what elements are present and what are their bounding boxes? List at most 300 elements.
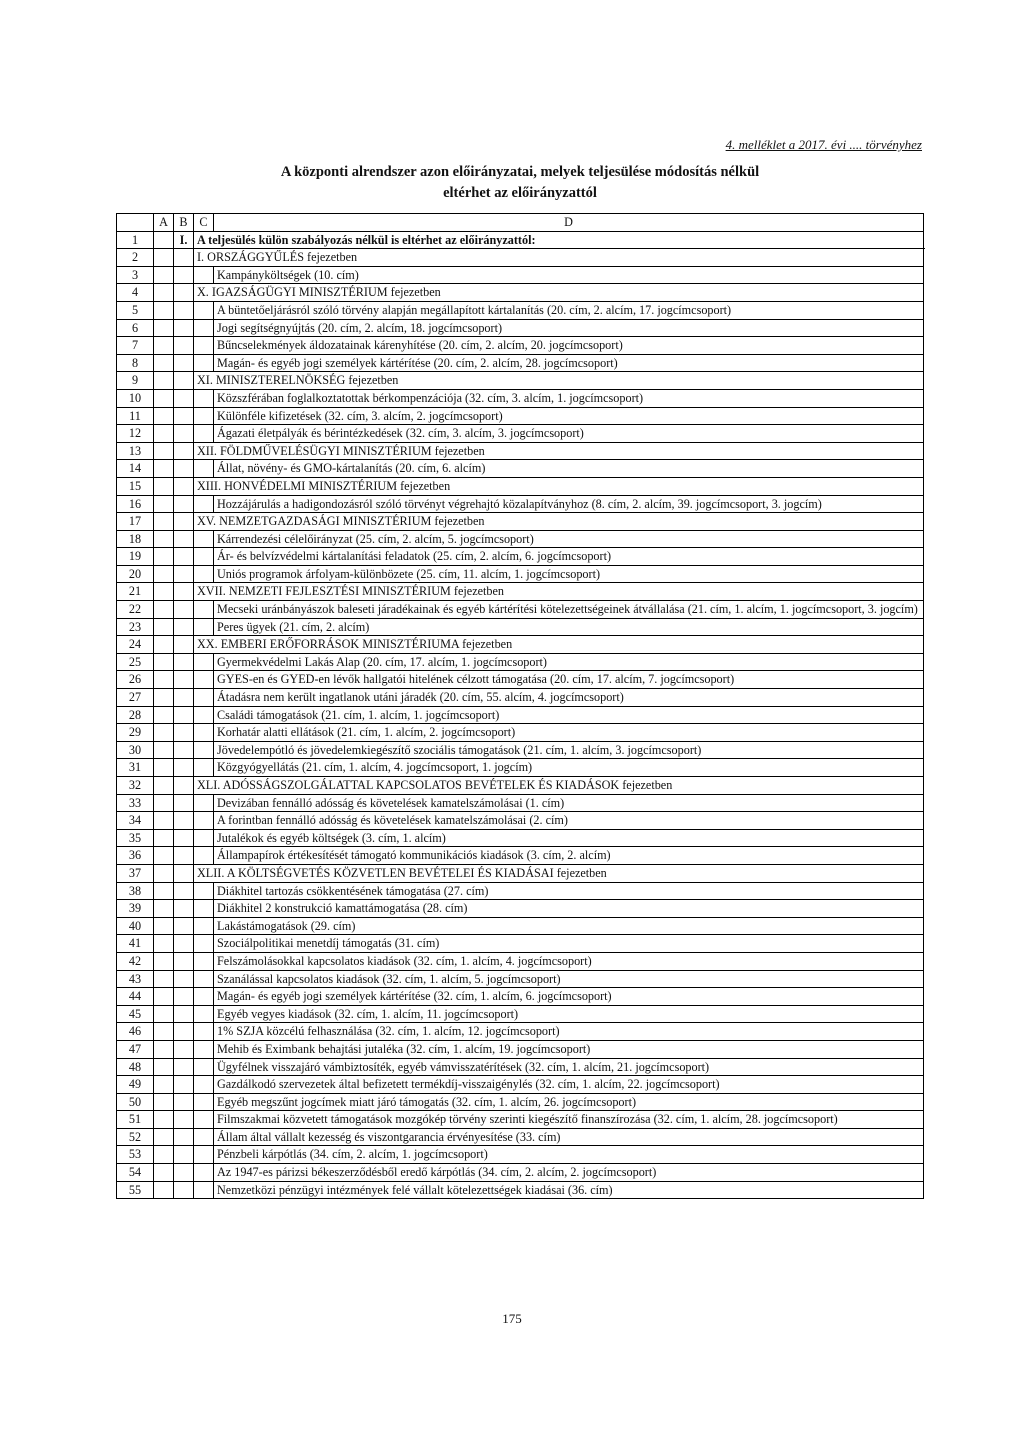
empty-cell (154, 319, 174, 337)
empty-cell (194, 935, 214, 953)
row-text: Lakástámogatások (29. cím) (214, 917, 924, 935)
empty-cell (194, 952, 214, 970)
row-number: 55 (117, 1181, 154, 1199)
table-row (117, 372, 924, 390)
table-row (117, 759, 924, 777)
table-row (117, 231, 924, 249)
empty-cell (154, 671, 174, 689)
empty-cell (174, 777, 194, 795)
table-row (117, 1058, 924, 1076)
table-row (117, 319, 924, 337)
table-row (117, 917, 924, 935)
row-number: 48 (117, 1058, 154, 1076)
empty-cell (154, 741, 174, 759)
row-number: 1 (117, 231, 154, 249)
table-row (117, 425, 924, 443)
row-number: 50 (117, 1093, 154, 1111)
row-number: 26 (117, 671, 154, 689)
empty-cell (194, 741, 214, 759)
empty-cell (154, 583, 174, 601)
empty-cell (174, 389, 194, 407)
row-text: XX. EMBERI ERŐFORRÁSOK MINISZTÉRIUMA fejezetben (194, 636, 924, 654)
table-row (117, 618, 924, 636)
column-header-row (117, 214, 924, 232)
empty-cell (194, 618, 214, 636)
row-number: 4 (117, 284, 154, 302)
row-number: 52 (117, 1128, 154, 1146)
row-text: Mecseki uránbányászok baleseti járadékainak és egyéb kártérítési kötelezettségeinek átvállalása (21. cím, 1. alcím, 1. jogcímcsoport, 3. jogcím) (214, 601, 924, 619)
row-number: 35 (117, 829, 154, 847)
row-text: Magán- és egyéb jogi személyek kártérítése (32. cím, 1. alcím, 6. jogcímcsoport) (214, 988, 924, 1006)
empty-cell (174, 530, 194, 548)
empty-cell (194, 1111, 214, 1129)
table-row (117, 741, 924, 759)
section-marker: I. (174, 231, 194, 249)
row-number: 39 (117, 900, 154, 918)
row-text: XII. FÖLDMŰVELÉSÜGYI MINISZTÉRIUM fejezetben (194, 442, 924, 460)
row-number: 37 (117, 864, 154, 882)
table-row (117, 1181, 924, 1199)
empty-cell (194, 319, 214, 337)
empty-cell (174, 917, 194, 935)
empty-cell (174, 618, 194, 636)
empty-cell (154, 477, 174, 495)
empty-cell (174, 565, 194, 583)
row-text: Közgyógyellátás (21. cím, 1. alcím, 4. jogcímcsoport, 1. jogcím) (214, 759, 924, 777)
empty-cell (174, 354, 194, 372)
empty-cell (174, 1164, 194, 1182)
title-line-2: eltérhet az előirányzattól (443, 185, 597, 201)
empty-cell (154, 689, 174, 707)
empty-cell (154, 794, 174, 812)
row-text: Állat, növény- és GMO-kártalanítás (20. cím, 6. alcím) (214, 460, 924, 478)
row-text: Gyermekvédelmi Lakás Alap (20. cím, 17. alcím, 1. jogcímcsoport) (214, 653, 924, 671)
empty-cell (174, 829, 194, 847)
empty-cell (194, 847, 214, 865)
empty-cell (194, 1058, 214, 1076)
row-number: 47 (117, 1040, 154, 1058)
row-text: Bűncselekmények áldozatainak kárenyhítése (20. cím, 2. alcím, 20. jogcímcsoport) (214, 337, 924, 355)
empty-cell (174, 812, 194, 830)
empty-cell (154, 1076, 174, 1094)
empty-cell (154, 249, 174, 267)
empty-cell (174, 477, 194, 495)
row-number: 24 (117, 636, 154, 654)
empty-cell (154, 442, 174, 460)
row-number: 33 (117, 794, 154, 812)
empty-cell (154, 266, 174, 284)
row-number: 14 (117, 460, 154, 478)
empty-cell (194, 530, 214, 548)
empty-cell (194, 724, 214, 742)
row-number: 13 (117, 442, 154, 460)
empty-cell (194, 759, 214, 777)
empty-cell (174, 724, 194, 742)
row-number: 15 (117, 477, 154, 495)
empty-cell (154, 513, 174, 531)
empty-cell (174, 759, 194, 777)
table-row (117, 601, 924, 619)
empty-cell (154, 548, 174, 566)
empty-cell (174, 284, 194, 302)
empty-cell (154, 601, 174, 619)
row-text: XI. MINISZTERELNÖKSÉG fejezetben (194, 372, 924, 390)
empty-cell (154, 864, 174, 882)
table-row (117, 1040, 924, 1058)
row-text: A büntetőeljárásról szóló törvény alapján megállapított kártalanítás (20. cím, 2. alcím, 17. jogcímcsoport) (214, 301, 924, 319)
empty-cell (154, 1181, 174, 1199)
row-text: Mehib és Eximbank behajtási jutaléka (32. cím, 1. alcím, 19. jogcímcsoport) (214, 1040, 924, 1058)
table-row (117, 266, 924, 284)
empty-cell (194, 882, 214, 900)
empty-cell (194, 354, 214, 372)
empty-cell (174, 636, 194, 654)
table-row (117, 1128, 924, 1146)
table-body (117, 214, 924, 1199)
table-row (117, 812, 924, 830)
column-header-b: B (174, 214, 194, 232)
empty-cell (174, 1146, 194, 1164)
empty-cell (194, 460, 214, 478)
empty-cell (174, 1040, 194, 1058)
empty-cell (154, 724, 174, 742)
empty-cell (194, 337, 214, 355)
row-text: GYES-en és GYED-en lévők hallgatói hitelének célzott támogatása (20. cím, 17. alcím, 7. jogcímcsoport) (214, 671, 924, 689)
empty-cell (194, 565, 214, 583)
table-row (117, 970, 924, 988)
row-number: 9 (117, 372, 154, 390)
empty-cell (174, 741, 194, 759)
empty-cell (154, 706, 174, 724)
empty-cell (154, 1146, 174, 1164)
table-row (117, 935, 924, 953)
empty-cell (174, 794, 194, 812)
row-number: 41 (117, 935, 154, 953)
table-row (117, 460, 924, 478)
table-row (117, 952, 924, 970)
row-text: Uniós programok árfolyam-különbözete (25. cím, 11. alcím, 1. jogcímcsoport) (214, 565, 924, 583)
empty-cell (154, 952, 174, 970)
table-row (117, 689, 924, 707)
empty-cell (154, 1164, 174, 1182)
empty-cell (154, 1058, 174, 1076)
row-number: 51 (117, 1111, 154, 1129)
empty-cell (174, 249, 194, 267)
row-text: Családi támogatások (21. cím, 1. alcím, 1. jogcímcsoport) (214, 706, 924, 724)
table-row (117, 513, 924, 531)
empty-cell (174, 689, 194, 707)
empty-cell (154, 917, 174, 935)
empty-cell (154, 970, 174, 988)
empty-cell (174, 671, 194, 689)
annex-reference: 4. melléklet a 2017. évi .... törvényhez (725, 137, 922, 152)
row-text: Pénzbeli kárpótlás (34. cím, 2. alcím, 1. jogcímcsoport) (214, 1146, 924, 1164)
empty-cell (154, 231, 174, 249)
empty-cell (194, 970, 214, 988)
row-number: 34 (117, 812, 154, 830)
table-row (117, 495, 924, 513)
table-row (117, 706, 924, 724)
row-number: 38 (117, 882, 154, 900)
row-number: 46 (117, 1023, 154, 1041)
empty-cell (174, 1181, 194, 1199)
row-text: Jutalékok és egyéb költségek (3. cím, 1. alcím) (214, 829, 924, 847)
header-empty-cell (117, 214, 154, 232)
empty-cell (194, 1181, 214, 1199)
empty-cell (194, 1146, 214, 1164)
table-row (117, 724, 924, 742)
row-number: 42 (117, 952, 154, 970)
table-row (117, 636, 924, 654)
row-text: Jogi segítségnyújtás (20. cím, 2. alcím, 18. jogcímcsoport) (214, 319, 924, 337)
row-text: Kárrendezési célelőirányzat (25. cím, 2. alcím, 5. jogcímcsoport) (214, 530, 924, 548)
row-text: Nemzetközi pénzügyi intézmények felé vállalt kötelezettségek kiadásai (36. cím) (214, 1181, 924, 1199)
empty-cell (174, 970, 194, 988)
empty-cell (154, 495, 174, 513)
row-text: Hozzájárulás a hadigondozásról szóló törvényt végrehajtó közalapítványhoz (8. cím, 2. alcím, 39. jogcímcsoport, 3. jogcím) (214, 495, 924, 513)
row-text: Korhatár alatti ellátások (21. cím, 1. alcím, 2. jogcímcsoport) (214, 724, 924, 742)
empty-cell (194, 671, 214, 689)
row-text: Különféle kifizetések (32. cím, 3. alcím, 2. jogcímcsoport) (214, 407, 924, 425)
empty-cell (154, 389, 174, 407)
empty-cell (154, 354, 174, 372)
empty-cell (154, 812, 174, 830)
empty-cell (154, 636, 174, 654)
row-text: A forintban fennálló adósság és követelések kamatelszámolásai (2. cím) (214, 812, 924, 830)
empty-cell (174, 1023, 194, 1041)
empty-cell (174, 935, 194, 953)
row-text: X. IGAZSÁGÜGYI MINISZTÉRIUM fejezetben (194, 284, 924, 302)
title-line-1: A központi alrendszer azon előirányzatai, melyek teljesülése módosítás nélkül (280, 164, 760, 180)
empty-cell (154, 882, 174, 900)
row-text: Állampapírok értékesítését támogató kommunikációs kiadások (3. cím, 2. alcím) (214, 847, 924, 865)
empty-cell (154, 301, 174, 319)
row-text: Magán- és egyéb jogi személyek kártérítése (20. cím, 2. alcím, 28. jogcímcsoport) (214, 354, 924, 372)
empty-cell (194, 900, 214, 918)
empty-cell (174, 442, 194, 460)
row-number: 7 (117, 337, 154, 355)
column-header-c: C (194, 214, 214, 232)
empty-cell (194, 425, 214, 443)
empty-cell (154, 1023, 174, 1041)
empty-cell (174, 460, 194, 478)
table-row (117, 1111, 924, 1129)
row-text: A teljesülés külön szabályozás nélkül is eltérhet az előirányzattól: (194, 231, 924, 249)
row-number: 40 (117, 917, 154, 935)
empty-cell (154, 759, 174, 777)
table-row (117, 1076, 924, 1094)
row-number: 44 (117, 988, 154, 1006)
empty-cell (194, 829, 214, 847)
row-number: 29 (117, 724, 154, 742)
row-number: 31 (117, 759, 154, 777)
empty-cell (174, 900, 194, 918)
table-row (117, 671, 924, 689)
empty-cell (174, 407, 194, 425)
empty-cell (154, 565, 174, 583)
empty-cell (154, 372, 174, 390)
empty-cell (174, 495, 194, 513)
table-row (117, 794, 924, 812)
row-text: Felszámolásokkal kapcsolatos kiadások (32. cím, 1. alcím, 4. jogcímcsoport) (214, 952, 924, 970)
row-text: Kampányköltségek (10. cím) (214, 266, 924, 284)
empty-cell (194, 988, 214, 1006)
empty-cell (174, 1111, 194, 1129)
row-text: XVII. NEMZETI FEJLESZTÉSI MINISZTÉRIUM fejezetben (194, 583, 924, 601)
row-text: Közszférában foglalkoztatottak bérkompenzációja (32. cím, 3. alcím, 1. jogcímcsoport) (214, 389, 924, 407)
row-text: Szociálpolitikai menetdíj támogatás (31. cím) (214, 935, 924, 953)
row-text: Jövedelempótló és jövedelemkiegészítő szociális támogatások (21. cím, 1. alcím, 3. jogcímcsoport) (214, 741, 924, 759)
empty-cell (154, 1128, 174, 1146)
empty-cell (154, 1111, 174, 1129)
table-row (117, 354, 924, 372)
empty-cell (194, 601, 214, 619)
row-text: 1% SZJA közcélú felhasználása (32. cím, 1. alcím, 12. jogcímcsoport) (214, 1023, 924, 1041)
empty-cell (174, 319, 194, 337)
row-number: 49 (117, 1076, 154, 1094)
empty-cell (154, 847, 174, 865)
empty-cell (194, 706, 214, 724)
empty-cell (154, 284, 174, 302)
row-number: 28 (117, 706, 154, 724)
row-text: Ár- és belvízvédelmi kártalanítási feladatok (25. cím, 2. alcím, 6. jogcímcsoport) (214, 548, 924, 566)
table-row (117, 988, 924, 1006)
empty-cell (154, 618, 174, 636)
row-number: 19 (117, 548, 154, 566)
row-text: Egyéb megszűnt jogcímek miatt járó támogatás (32. cím, 1. alcím, 26. jogcímcsoport) (214, 1093, 924, 1111)
row-text: Ágazati életpályák és bérintézkedések (32. cím, 3. alcím, 3. jogcímcsoport) (214, 425, 924, 443)
column-header-d: D (214, 214, 924, 232)
document-title (116, 162, 924, 204)
table-row (117, 1023, 924, 1041)
row-text: Filmszakmai közvetett támogatások mozgókép törvény szerinti kiegészítő finanszírozása (32. cím, 1. alcím, 28. jogcímcsoport) (214, 1111, 924, 1129)
row-number: 27 (117, 689, 154, 707)
table-row (117, 1005, 924, 1023)
empty-cell (194, 1164, 214, 1182)
empty-cell (194, 301, 214, 319)
empty-cell (194, 1128, 214, 1146)
row-number: 11 (117, 407, 154, 425)
empty-cell (194, 689, 214, 707)
table-row (117, 882, 924, 900)
empty-cell (194, 917, 214, 935)
row-text: Diákhitel 2 konstrukció kamattámogatása (28. cím) (214, 900, 924, 918)
table-row (117, 407, 924, 425)
table-row (117, 301, 924, 319)
row-number: 16 (117, 495, 154, 513)
empty-cell (174, 548, 194, 566)
row-number: 32 (117, 777, 154, 795)
row-number: 54 (117, 1164, 154, 1182)
row-text: Átadásra nem került ingatlanok utáni járadék (20. cím, 55. alcím, 4. jogcímcsoport) (214, 689, 924, 707)
row-text: Szanálással kapcsolatos kiadások (32. cím, 1. alcím, 5. jogcímcsoport) (214, 970, 924, 988)
empty-cell (174, 301, 194, 319)
empty-cell (154, 777, 174, 795)
table-row (117, 653, 924, 671)
empty-cell (154, 460, 174, 478)
empty-cell (194, 1093, 214, 1111)
empty-cell (174, 372, 194, 390)
table-row (117, 829, 924, 847)
table-row (117, 1093, 924, 1111)
empty-cell (194, 1005, 214, 1023)
table-row (117, 477, 924, 495)
row-text: Az 1947-es párizsi békeszerződésből eredő kárpótlás (34. cím, 2. alcím, 2. jogcímcsoport) (214, 1164, 924, 1182)
row-number: 5 (117, 301, 154, 319)
row-text: XIII. HONVÉDELMI MINISZTÉRIUM fejezetben (194, 477, 924, 495)
table-row (117, 249, 924, 267)
empty-cell (174, 864, 194, 882)
table-row (117, 1164, 924, 1182)
row-number: 22 (117, 601, 154, 619)
row-number: 23 (117, 618, 154, 636)
row-text: I. ORSZÁGGYŰLÉS fejezetben (194, 249, 924, 267)
table-row (117, 565, 924, 583)
empty-cell (154, 653, 174, 671)
empty-cell (194, 1076, 214, 1094)
empty-cell (154, 935, 174, 953)
row-number: 2 (117, 249, 154, 267)
row-number: 8 (117, 354, 154, 372)
empty-cell (154, 829, 174, 847)
empty-cell (194, 548, 214, 566)
table-row (117, 284, 924, 302)
empty-cell (174, 513, 194, 531)
table-row (117, 900, 924, 918)
row-number: 10 (117, 389, 154, 407)
row-text: Gazdálkodó szervezetek által befizetett termékdíj-visszaigénylés (32. cím, 1. alcím, 22. jogcímcsoport) (214, 1076, 924, 1094)
row-text: Állam által vállalt kezesség és viszontgarancia érvényesítése (33. cím) (214, 1128, 924, 1146)
empty-cell (174, 425, 194, 443)
row-number: 25 (117, 653, 154, 671)
empty-cell (154, 900, 174, 918)
empty-cell (174, 1128, 194, 1146)
empty-cell (174, 1005, 194, 1023)
empty-cell (154, 425, 174, 443)
empty-cell (154, 1093, 174, 1111)
empty-cell (174, 601, 194, 619)
row-text: XLII. A KÖLTSÉGVETÉS KÖZVETLEN BEVÉTELEI ÉS KIADÁSAI fejezetben (194, 864, 924, 882)
empty-cell (174, 952, 194, 970)
column-header-a: A (154, 214, 174, 232)
empty-cell (194, 266, 214, 284)
row-text: Devizában fennálló adósság és követelések kamatelszámolásai (1. cím) (214, 794, 924, 812)
row-text: XV. NEMZETGAZDASÁGI MINISZTÉRIUM fejezetben (194, 513, 924, 531)
empty-cell (194, 812, 214, 830)
row-number: 21 (117, 583, 154, 601)
table-row (117, 530, 924, 548)
row-number: 43 (117, 970, 154, 988)
table-row (117, 337, 924, 355)
table-row (117, 864, 924, 882)
empty-cell (174, 337, 194, 355)
row-number: 17 (117, 513, 154, 531)
empty-cell (174, 1093, 194, 1111)
page-number: 175 (502, 1311, 522, 1326)
empty-cell (154, 407, 174, 425)
empty-cell (194, 1040, 214, 1058)
row-text: Peres ügyek (21. cím, 2. alcím) (214, 618, 924, 636)
empty-cell (194, 495, 214, 513)
empty-cell (174, 1058, 194, 1076)
empty-cell (154, 1040, 174, 1058)
empty-cell (194, 794, 214, 812)
row-text: Egyéb vegyes kiadások (32. cím, 1. alcím, 11. jogcímcsoport) (214, 1005, 924, 1023)
empty-cell (154, 530, 174, 548)
empty-cell (194, 389, 214, 407)
row-number: 6 (117, 319, 154, 337)
appropriations-table (116, 213, 924, 1199)
